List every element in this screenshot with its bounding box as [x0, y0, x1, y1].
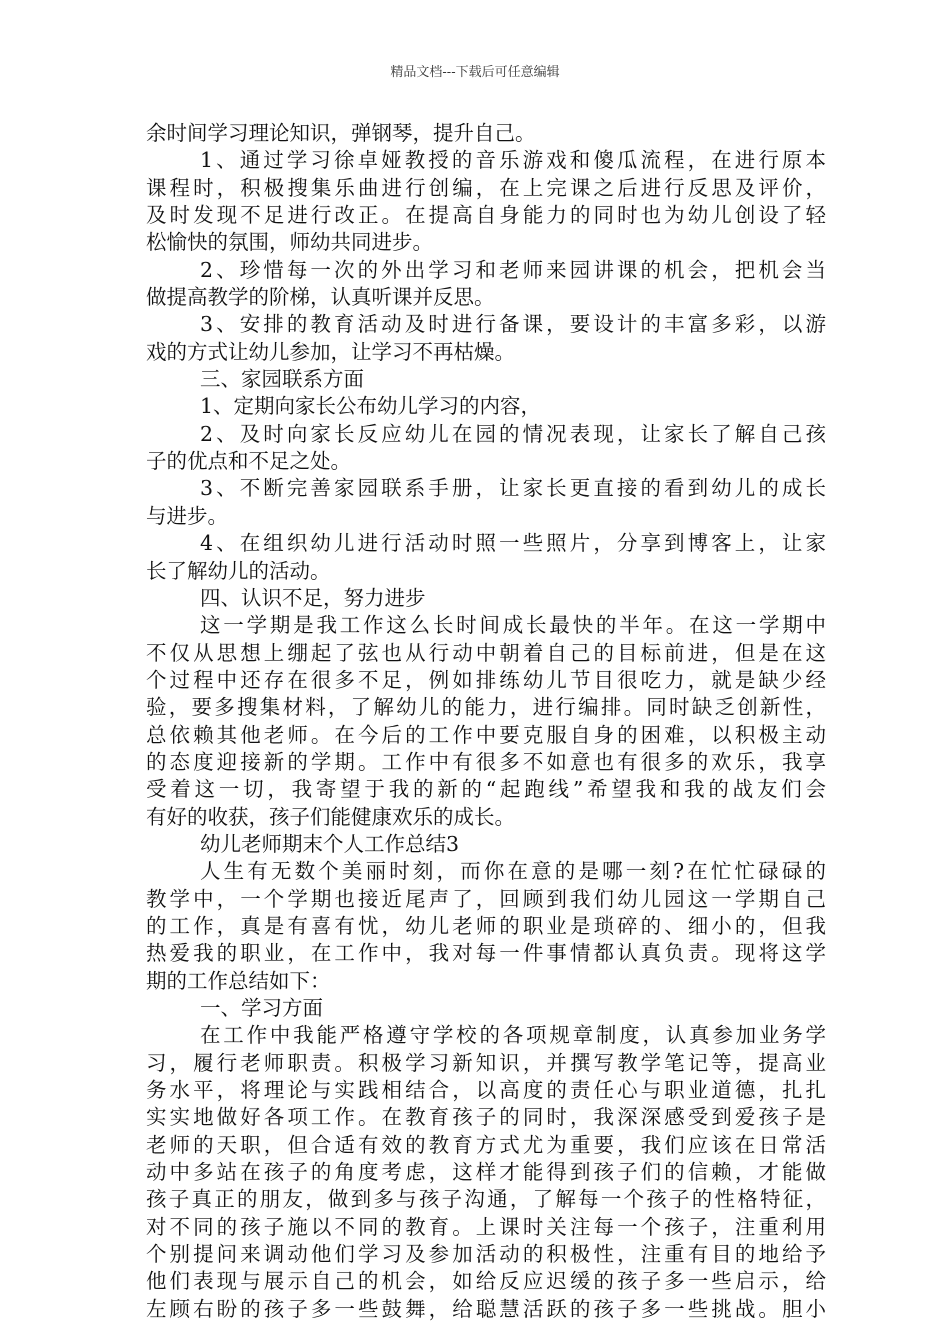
text-line: 期的工作总结如下：: [146, 968, 331, 993]
text-line: 戏的方式让幼儿参加，让学习不再枯燥。: [146, 339, 515, 364]
text-line: 做提高教学的阶梯，认真听课并反思。: [146, 285, 495, 310]
text-line: 2、珍惜每一次的外出学习和老师来园讲课的机会，把机会当: [200, 257, 826, 282]
text-line: 1、定期向家长公布幼儿学习的内容，: [200, 394, 542, 419]
text-line: 教学中，一个学期也接近尾声了，回顾到我们幼儿园这一学期自己: [146, 886, 826, 911]
text-line: 孩子真正的朋友，做到多与孩子沟通，了解每一个孩子的性格特征，: [146, 1187, 826, 1212]
text-line: 习，履行老师职责。积极学习新知识，并撰写教学笔记等，提高业: [146, 1050, 826, 1075]
text-line: 课程时，积极搜集乐曲进行创编，在上完课之后进行反思及评价，: [146, 175, 826, 200]
text-line: 长了解幼儿的活动。: [146, 558, 331, 583]
document-body: [146, 120, 826, 1323]
text-line: 及时发现不足进行改正。在提高自身能力的同时也为幼儿创设了轻: [146, 203, 826, 228]
text-line: 个别提问来调动他们学习及参加活动的积极性，注重有目的地给予: [146, 1242, 826, 1267]
text-line: 实实地做好各项工作。在教育孩子的同时，我深深感受到爱孩子是: [146, 1105, 826, 1130]
text-line: 三、家园联系方面: [200, 367, 364, 392]
text-line: 动中多站在孩子的角度考虑，这样才能得到孩子们的信赖，才能做: [146, 1160, 826, 1185]
text-line: 热爱我的职业，在工作中，我对每一件事情都认真负责。现将这学: [146, 941, 826, 966]
text-line: 总依赖其他老师。在今后的工作中要克服自身的困难，以积极主动: [146, 722, 826, 747]
text-line: 3、安排的教育活动及时进行备课，要设计的丰富多彩，以游: [200, 312, 826, 337]
text-line: 对不同的孩子施以不同的教育。上课时关注每一个孩子，注重利用: [146, 1214, 826, 1239]
text-line: 子的优点和不足之处。: [146, 449, 351, 474]
text-line: 验，要多搜集材料，了解幼儿的能力，进行编排。同时缺乏创新性，: [146, 695, 826, 720]
text-line: 受着这一切，我寄望于我的新的“起跑线”希望我和我的战友们会: [146, 777, 826, 802]
text-line: 他们表现与展示自己的机会，如给反应迟缓的孩子多一些启示，给: [146, 1269, 826, 1294]
text-line: 个过程中还存在很多不足，例如排练幼儿节目很吃力，就是缺少经: [146, 667, 826, 692]
text-line: 老师的天职，但合适有效的教育方式尤为重要，我们应该在日常活: [146, 1132, 826, 1157]
text-line: 务水平，将理论与实践相结合，以高度的责任心与职业道德，扎扎: [146, 1078, 826, 1103]
text-line: 不仅从思想上绷起了弦也从行动中朝着自己的目标前进，但是在这: [146, 640, 826, 665]
text-line: 的态度迎接新的学期。工作中有很多不如意也有很多的欢乐，我享: [146, 749, 826, 774]
text-line: 余时间学习理论知识，弹钢琴，提升自己。: [146, 121, 536, 145]
text-line: 有好的收获，孩子们能健康欢乐的成长。: [146, 804, 515, 829]
text-line: 幼儿老师期末个人工作总结3: [200, 831, 460, 856]
text-line: 一、学习方面: [200, 996, 323, 1020]
text-line: 在工作中我能严格遵守学校的各项规章制度，认真参加业务学: [200, 1023, 826, 1048]
page-header: 精品文档---下载后可任意编辑: [390, 65, 560, 80]
text-line: 松愉快的氛围，师幼共同进步。: [146, 230, 433, 255]
text-line: 2、及时向家长反应幼儿在园的情况表现，让家长了解自己孩: [200, 421, 826, 446]
text-line: 的工作，真是有喜有忧，幼儿老师的职业是琐碎的、细小的，但我: [146, 913, 826, 938]
text-line: 1、通过学习徐卓娅教授的音乐游戏和傻瓜流程，在进行原本: [200, 148, 826, 173]
text-line: 人生有无数个美丽时刻，而你在意的是哪一刻?在忙忙碌碌的: [200, 859, 826, 884]
text-line: 左顾右盼的孩子多一些鼓舞，给聪慧活跃的孩子多一些挑战。胆小: [146, 1296, 826, 1321]
text-line: 四、认识不足，努力进步: [200, 585, 426, 610]
text-line: 4、在组织幼儿进行活动时照一些照片，分享到博客上，让家: [200, 531, 826, 556]
text-line: 这一学期是我工作这么长时间成长最快的半年。在这一学期中: [200, 613, 826, 638]
text-line: 3、不断完善家园联系手册，让家长更直接的看到幼儿的成长: [200, 476, 826, 501]
text-line: 与进步。: [146, 503, 228, 528]
